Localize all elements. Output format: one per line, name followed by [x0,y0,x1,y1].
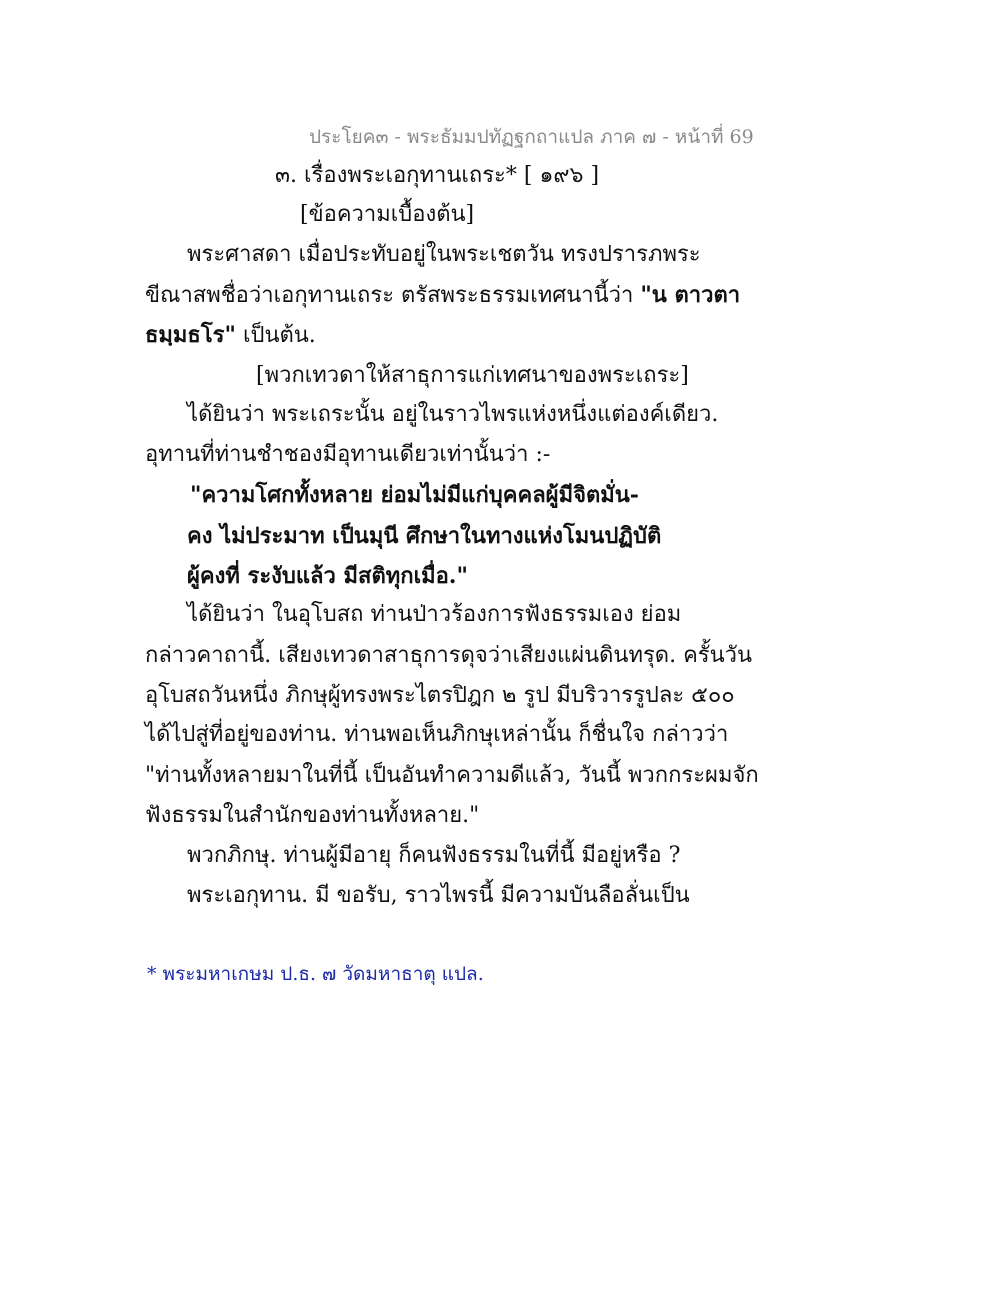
intro-pali-quote-start: "น ตาวตา [640,282,741,308]
para3-line-1: ได้ยินว่า ในอุโบสถ ท่านป่าวร้องการฟังธรรมเอง ย่อม [187,602,682,627]
para3-line-4: ได้ไปสู่ที่อยู่ของท่าน. ท่านพอเห็นภิกษุเหล่านั้น ก็ชื่นใจ กล่าวว่า [145,722,729,747]
intro-line-2 [145,281,740,310]
section-heading-deities: [พวกเทวดาให้สาธุการแก่เทศนาของพระเถระ] [256,363,689,388]
para3-line-3: อุโบสถวันหนึ่ง ภิกษุผู้ทรงพระไตรปิฎก ๒ รูป มีบริวารรูปละ ๕๐๐ [145,683,735,708]
dialogue-line-1: พวกภิกษุ. ท่านผู้มีอายุ ก็คนฟังธรรมในที่นี้ มีอยู่หรือ ? [187,843,681,868]
page-header: ประโยค๓ - พระธัมมปทัฏฐกถาแปล ภาค ๗ - หน้าที่ 69 [309,126,754,148]
intro-line-3 [145,321,316,350]
dialogue-line-2: พระเอกุทาน. มี ขอรับ, ราวไพรนี้ มีความบันลือลั่นเป็น [187,883,690,908]
footnote: * พระมหาเกษม ป.ธ. ๗ วัดมหาธาตุ แปล. [147,963,484,985]
section-heading-intro: [ข้อความเบื้องต้น] [300,202,475,227]
para2-line-2: อุทานที่ท่านชำชองมีอุทานเดียวเท่านั้นว่า :- [145,442,551,467]
verse-line-2: คง ไม่ประมาท เป็นมุนี ศึกษาในทางแห่งโมนปฏิบัติ [187,523,662,549]
verse-line-3: ผู้คงที่ ระงับแล้ว มีสติทุกเมื่อ." [187,563,468,589]
para3-line-6: ฟังธรรมในสำนักของท่านทั้งหลาย." [145,803,480,828]
intro-line-1: พระศาสดา เมื่อประทับอยู่ในพระเชตวัน ทรงปรารภพระ [187,242,701,267]
para3-line-5: "ท่านทั้งหลายมาในที่นี้ เป็นอันทำความดีแล้ว, วันนี้ พวกกระผมจัก [145,763,759,788]
verse-line-1: "ความโศกทั้งหลาย ย่อมไม่มีแก่บุคคลผู้มีจิตมั่น- [190,482,639,508]
story-title: ๓. เรื่องพระเอกุทานเถระ* [ ๑๙๖ ] [275,163,600,188]
para3-line-2: กล่าวคาถานี้. เสียงเทวดาสาธุการดุจว่าเสียงแผ่นดินทรุด. ครั้นวัน [145,643,753,668]
intro-pali-quote-end: ธมฺมธโร" [145,322,236,348]
intro-line-3-text: เป็นต้น. [235,323,316,348]
para2-line-1: ได้ยินว่า พระเถระนั้น อยู่ในราวไพรแห่งหนึ่งแต่องค์เดียว. [187,402,719,427]
intro-line-2-text: ขีณาสพชื่อว่าเอกุทานเถระ ตรัสพระธรรมเทศนานี้ว่า [145,283,641,308]
